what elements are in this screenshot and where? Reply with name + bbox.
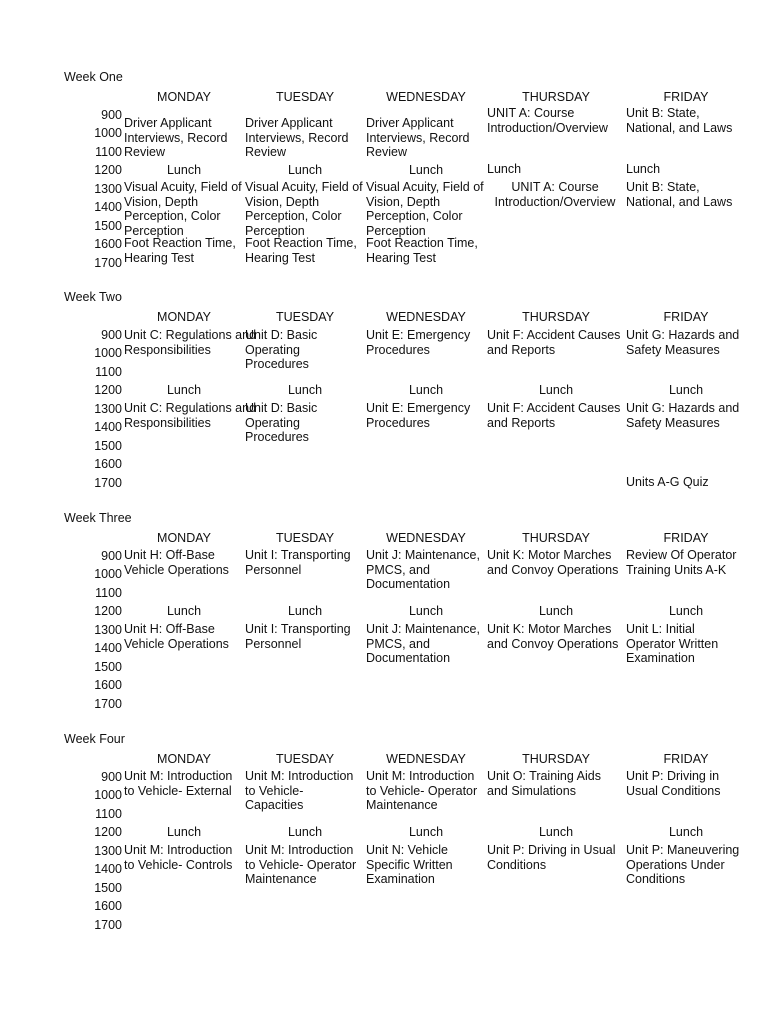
schedule-cell: Unit M: Introduction to Vehicle- Controls bbox=[124, 843, 233, 872]
schedule-cell: Driver Applicant Interviews, Record Review bbox=[366, 116, 470, 159]
schedule-cell: Unit F: Accident Causes and Reports bbox=[487, 401, 621, 430]
day-header-tuesday: TUESDAY bbox=[275, 90, 335, 104]
lunch-cell: Lunch bbox=[287, 383, 323, 397]
time-label: 1200 bbox=[94, 383, 122, 397]
time-label: 900 bbox=[101, 108, 122, 122]
week-title: Week Two bbox=[64, 290, 122, 304]
time-label: 1100 bbox=[95, 365, 122, 379]
lunch-cell: Lunch bbox=[668, 383, 704, 397]
schedule-cell: Unit K: Motor Marches and Convoy Operations bbox=[487, 548, 619, 577]
schedule-cell: Unit J: Maintenance, PMCS, and Documentation bbox=[366, 622, 480, 665]
lunch-cell: Lunch bbox=[166, 604, 202, 618]
lunch-cell: Lunch bbox=[668, 604, 704, 618]
lunch-cell: Lunch bbox=[287, 163, 323, 177]
time-label: 1200 bbox=[94, 163, 122, 177]
lunch-cell: Lunch bbox=[166, 825, 202, 839]
time-label: 900 bbox=[101, 770, 122, 784]
lunch-cell: Lunch bbox=[408, 163, 444, 177]
day-header-thursday: THURSDAY bbox=[522, 531, 590, 545]
day-header-monday: MONDAY bbox=[157, 90, 211, 104]
time-label: 1300 bbox=[94, 182, 122, 196]
time-label: 1500 bbox=[94, 660, 122, 674]
time-label: 1100 bbox=[95, 145, 122, 159]
time-label: 1400 bbox=[94, 420, 122, 434]
schedule-cell: Driver Applicant Interviews, Record Review bbox=[124, 116, 228, 159]
day-header-thursday: THURSDAY bbox=[522, 90, 590, 104]
time-label: 900 bbox=[101, 549, 122, 563]
time-label: 1200 bbox=[94, 604, 122, 618]
lunch-cell: Lunch bbox=[487, 162, 522, 176]
schedule-cell: Unit M: Introduction to Vehicle- Operator Maintenance bbox=[366, 769, 478, 812]
schedule-cell: Unit I: Transporting Personnel bbox=[245, 548, 351, 577]
schedule-cell: UNIT A: Course Introduction/Overview bbox=[487, 106, 608, 135]
day-header-thursday: THURSDAY bbox=[522, 310, 590, 324]
schedule-cell: Unit I: Transporting Personnel bbox=[245, 622, 351, 651]
time-label: 1000 bbox=[94, 567, 122, 581]
time-label: 1700 bbox=[94, 918, 122, 932]
day-header-friday: FRIDAY bbox=[663, 752, 709, 766]
day-header-tuesday: TUESDAY bbox=[275, 752, 335, 766]
lunch-cell: Lunch bbox=[668, 825, 704, 839]
day-header-wednesday: WEDNESDAY bbox=[386, 752, 466, 766]
schedule-cell: Unit H: Off-Base Vehicle Operations bbox=[124, 548, 229, 577]
lunch-cell: Lunch bbox=[408, 383, 444, 397]
schedule-cell: Unit G: Hazards and Safety Measures bbox=[626, 401, 740, 430]
time-label: 1400 bbox=[94, 200, 122, 214]
day-header-wednesday: WEDNESDAY bbox=[386, 531, 466, 545]
schedule-cell: Unit M: Introduction to Vehicle- External bbox=[124, 769, 233, 798]
time-label: 1500 bbox=[94, 439, 122, 453]
schedule-cell: Units A-G Quiz bbox=[626, 475, 709, 489]
time-label: 1600 bbox=[94, 678, 122, 692]
time-label: 1100 bbox=[95, 586, 122, 600]
schedule-cell: Unit E: Emergency Procedures bbox=[366, 401, 471, 430]
time-label: 1600 bbox=[94, 899, 122, 913]
schedule-cell: Driver Applicant Interviews, Record Review bbox=[245, 116, 349, 159]
schedule-cell: Unit G: Hazards and Safety Measures bbox=[626, 328, 740, 357]
schedule-cell: Unit N: Vehicle Specific Written Examination bbox=[366, 843, 453, 886]
schedule-cell: Unit M: Introduction to Vehicle- Operator Maintenance bbox=[245, 843, 357, 886]
day-header-monday: MONDAY bbox=[157, 752, 211, 766]
week-title: Week One bbox=[64, 70, 123, 84]
time-label: 1200 bbox=[94, 825, 122, 839]
schedule-cell: Unit E: Emergency Procedures bbox=[366, 328, 471, 357]
schedule-cell: Unit K: Motor Marches and Convoy Operations bbox=[487, 622, 619, 651]
time-label: 1700 bbox=[94, 256, 122, 270]
day-header-wednesday: WEDNESDAY bbox=[386, 310, 466, 324]
lunch-cell: Lunch bbox=[166, 163, 202, 177]
time-label: 1500 bbox=[94, 881, 122, 895]
schedule-cell: Unit F: Accident Causes and Reports bbox=[487, 328, 621, 357]
schedule-cell: Unit C: Regulations and Responsibilities bbox=[124, 328, 257, 357]
time-label: 1000 bbox=[94, 346, 122, 360]
schedule-cell: Visual Acuity, Field of Vision, Depth Perception, Color Perception bbox=[245, 180, 363, 238]
schedule-cell: Foot Reaction Time, Hearing Test bbox=[245, 236, 357, 265]
day-header-wednesday: WEDNESDAY bbox=[386, 90, 466, 104]
lunch-cell: Lunch bbox=[166, 383, 202, 397]
schedule-cell: Unit P: Maneuvering Operations Under Conditions bbox=[626, 843, 740, 886]
lunch-cell: Lunch bbox=[538, 825, 574, 839]
time-label: 1300 bbox=[94, 844, 122, 858]
day-header-thursday: THURSDAY bbox=[522, 752, 590, 766]
time-label: 1700 bbox=[94, 697, 122, 711]
schedule-cell: Unit O: Training Aids and Simulations bbox=[487, 769, 601, 798]
lunch-cell: Lunch bbox=[626, 162, 661, 176]
schedule-cell: Visual Acuity, Field of Vision, Depth Perception, Color Perception bbox=[366, 180, 484, 238]
schedule-cell: Unit P: Driving in Usual Conditions bbox=[487, 843, 616, 872]
schedule-cell: Unit D: Basic Operating Procedures bbox=[245, 401, 318, 444]
time-label: 1300 bbox=[94, 402, 122, 416]
schedule-cell: Foot Reaction Time, Hearing Test bbox=[366, 236, 478, 265]
schedule-cell: Review Of Operator Training Units A-K bbox=[626, 548, 737, 577]
schedule-cell: Unit H: Off-Base Vehicle Operations bbox=[124, 622, 229, 651]
time-label: 1300 bbox=[94, 623, 122, 637]
schedule-cell: Unit J: Maintenance, PMCS, and Documentation bbox=[366, 548, 480, 591]
lunch-cell: Lunch bbox=[538, 604, 574, 618]
schedule-cell: Foot Reaction Time, Hearing Test bbox=[124, 236, 236, 265]
schedule-cell: Unit L: Initial Operator Written Examination bbox=[626, 622, 719, 665]
time-label: 1600 bbox=[94, 237, 122, 251]
week-title: Week Three bbox=[64, 511, 132, 525]
schedule-cell: Unit B: State, National, and Laws bbox=[626, 106, 733, 135]
day-header-tuesday: TUESDAY bbox=[275, 531, 335, 545]
day-header-friday: FRIDAY bbox=[663, 531, 709, 545]
time-label: 900 bbox=[101, 328, 122, 342]
day-header-tuesday: TUESDAY bbox=[275, 310, 335, 324]
lunch-cell: Lunch bbox=[408, 825, 444, 839]
time-label: 1000 bbox=[94, 126, 122, 140]
lunch-cell: Lunch bbox=[287, 604, 323, 618]
lunch-cell: Lunch bbox=[538, 383, 574, 397]
time-label: 1400 bbox=[94, 641, 122, 655]
schedule-cell: Unit P: Driving in Usual Conditions bbox=[626, 769, 721, 798]
day-header-friday: FRIDAY bbox=[663, 90, 709, 104]
schedule-cell: Unit B: State, National, and Laws bbox=[626, 180, 733, 209]
week-title: Week Four bbox=[64, 732, 125, 746]
time-label: 1700 bbox=[94, 476, 122, 490]
time-label: 1400 bbox=[94, 862, 122, 876]
day-header-monday: MONDAY bbox=[157, 310, 211, 324]
schedule-cell: Unit M: Introduction to Vehicle- Capacities bbox=[245, 769, 354, 812]
schedule-cell: Unit D: Basic Operating Procedures bbox=[245, 328, 318, 371]
lunch-cell: Lunch bbox=[287, 825, 323, 839]
time-label: 1100 bbox=[95, 807, 122, 821]
time-label: 1600 bbox=[94, 457, 122, 471]
schedule-cell: UNIT A: Course Introduction/Overview bbox=[494, 180, 616, 209]
time-label: 1500 bbox=[94, 219, 122, 233]
lunch-cell: Lunch bbox=[408, 604, 444, 618]
time-label: 1000 bbox=[94, 788, 122, 802]
schedule-cell: Visual Acuity, Field of Vision, Depth Perception, Color Perception bbox=[124, 180, 242, 238]
schedule-cell: Unit C: Regulations and Responsibilities bbox=[124, 401, 257, 430]
day-header-monday: MONDAY bbox=[157, 531, 211, 545]
day-header-friday: FRIDAY bbox=[663, 310, 709, 324]
